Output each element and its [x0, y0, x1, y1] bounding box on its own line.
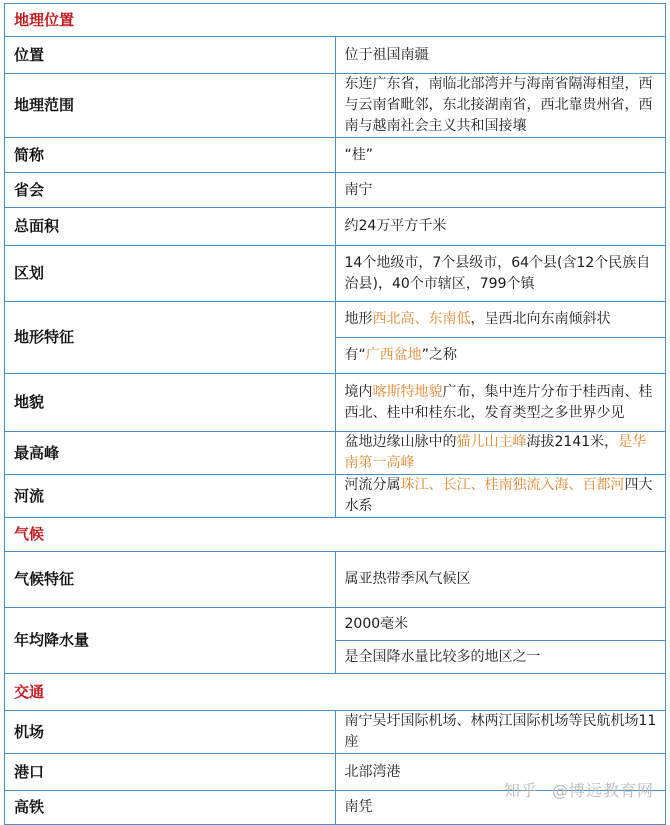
section-row-transport — [5, 674, 666, 711]
section-title-climate: 气候 — [5, 518, 666, 552]
value-climate-type: 属亚热带季风气候区 — [335, 552, 666, 608]
watermark-author: @博远教育网 — [551, 781, 654, 800]
row-division — [5, 246, 666, 302]
river-highlight: 珠江、长江、桂南独流入海、百都河 — [400, 477, 625, 493]
peak-highlight-1: 猫儿山主峰 — [456, 434, 527, 450]
value-river: 河流分属珠江、长江、桂南独流入海、百都河四大水系 — [335, 475, 666, 518]
row-landform — [5, 374, 666, 432]
row-climate-type — [5, 552, 666, 608]
label-river: 河流 — [5, 475, 336, 518]
label-landform: 地貌 — [5, 374, 336, 432]
label-abbr: 简称 — [5, 138, 336, 173]
section-title-location: 地理位置 — [5, 4, 666, 37]
label-range: 地理范围 — [5, 74, 336, 138]
label-rainfall: 年均降水量 — [5, 608, 336, 674]
label-climate-type: 气候特征 — [5, 552, 336, 608]
row-terrain-1 — [5, 302, 666, 338]
label-area: 总面积 — [5, 208, 336, 246]
row-abbr — [5, 138, 666, 173]
terrain-highlight-1: 西北高、东南低 — [372, 311, 471, 327]
value-rainfall-1: 2000毫米 — [335, 608, 666, 641]
label-port: 港口 — [5, 754, 336, 791]
value-range: 东连广东省，南临北部湾并与海南省隔海相望，西与云南省毗邻，东北接湖南省，西北靠贵州省，西南与越南社会主义共和国接壤 — [335, 74, 666, 138]
section-title-transport: 交通 — [5, 674, 666, 711]
label-division: 区划 — [5, 246, 336, 302]
value-area: 约24万平方千米 — [335, 208, 666, 246]
section-row-climate — [5, 518, 666, 552]
value-landform: 境内喀斯特地貌广布，集中连片分布于桂西南、桂西北、桂中和桂东北，发育类型之多世界少见 — [335, 374, 666, 432]
value-peak: 盆地边缘山脉中的猫儿山主峰海拔2141米，是华南第一高峰 — [335, 432, 666, 475]
value-airport: 南宁吴圩国际机场、林两江国际机场等民航机场11座 — [335, 711, 666, 754]
row-range — [5, 74, 666, 138]
row-position — [5, 37, 666, 74]
value-position: 位于祖国南疆 — [335, 37, 666, 74]
row-river — [5, 475, 666, 518]
value-rainfall-2: 是全国降水量比较多的地区之一 — [335, 641, 666, 674]
section-row-location — [5, 4, 666, 37]
landform-highlight: 喀斯特地貌 — [372, 383, 443, 400]
row-capital — [5, 173, 666, 208]
row-rainfall-1 — [5, 608, 666, 641]
row-peak — [5, 432, 666, 475]
label-railway: 高铁 — [5, 791, 336, 825]
zhihu-watermark — [504, 778, 654, 801]
value-port: 北部湾港 — [335, 754, 666, 791]
watermark-site: 知乎 — [503, 781, 538, 800]
label-terrain: 地形特征 — [5, 302, 336, 374]
value-terrain-2: 有“广西盆地”之称 — [335, 338, 666, 374]
row-area — [5, 208, 666, 246]
row-airport — [5, 711, 666, 754]
value-railway: 南凭 — [335, 791, 666, 825]
value-terrain-1: 地形西北高、东南低，呈西北向东南倾斜状 — [335, 302, 666, 338]
guangxi-geography-table — [4, 3, 666, 825]
label-capital: 省会 — [5, 173, 336, 208]
label-peak: 最高峰 — [5, 432, 336, 475]
peak-highlight-2: 是华南第一高峰 — [344, 434, 647, 471]
terrain-highlight-2: 广西盆地 — [365, 347, 422, 363]
value-abbr: “桂” — [335, 138, 666, 173]
value-capital: 南宁 — [335, 173, 666, 208]
value-division: 14个地级市，7个县级市，64个县(含12个民族自治县)，40个市辖区，799个镇 — [335, 246, 666, 302]
label-airport: 机场 — [5, 711, 336, 754]
label-position: 位置 — [5, 37, 336, 74]
